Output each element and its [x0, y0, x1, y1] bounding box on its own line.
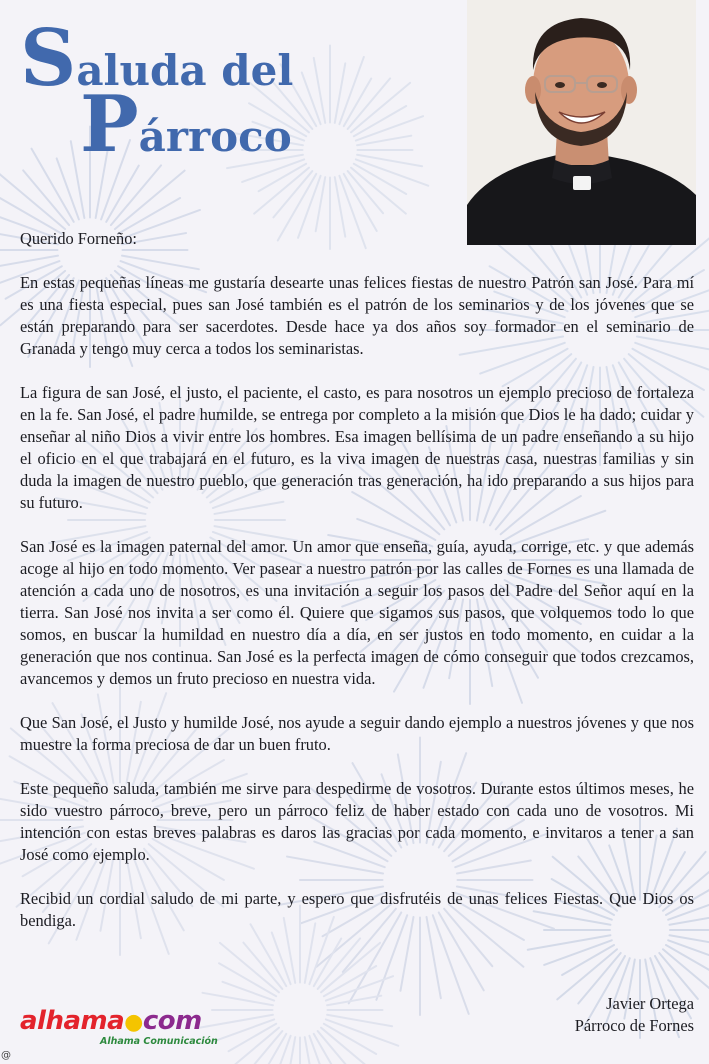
letter-body [20, 228, 694, 954]
title-initial-s: S [20, 13, 77, 104]
firework-ray [286, 1037, 296, 1064]
logo-ball-icon: ● [124, 1010, 143, 1035]
firework-ray [318, 1031, 353, 1064]
firework-ray [327, 1015, 392, 1026]
firework-ray [273, 171, 312, 217]
alhama-logo[interactable] [20, 1008, 218, 1047]
corner-at-mark: @ [1, 1050, 11, 1061]
priest-portrait-icon [467, 0, 696, 245]
firework-ray [314, 58, 325, 123]
firework-ray [23, 170, 69, 225]
title-initial-p: P [80, 79, 139, 170]
priest-photo [467, 0, 696, 245]
firework-ray [203, 993, 273, 1005]
signature-name: Javier Ortega [606, 994, 694, 1013]
logo-text-com: com [142, 1006, 202, 1036]
signature [575, 993, 694, 1037]
page-title [20, 13, 294, 170]
logo-tagline: Alhama Comunicación [100, 1036, 218, 1047]
letter-paragraph: En estas pequeñas líneas me gustaría desearte unas felices fiestas de nuestro Patrón san José. Para mí es una fiesta especial, pues san José también es el patrón de los seminarios y de los jóvenes que se están preparando para ser sacerdotes. Desde hace ya dos años soy formador en el seminario de Granada y tengo muy cerca a todos los seminaristas. [20, 273, 694, 358]
title-line2-text: árroco [138, 112, 292, 161]
letter-paragraph: Que San José, el Justo y humilde José, nos ayude a seguir dando ejemplo a nuestros jóvenes y que nos muestre la forma preciosa de dar un buen fruto. [20, 713, 694, 754]
firework-ray [357, 155, 422, 166]
title-line1-text: aluda del [76, 46, 294, 95]
letter-paragraph: Recibid un cordial saludo de mi parte, y espero que disfrutéis de unas felices Fiestas. Que Dios os bendiga. [20, 889, 694, 930]
logo-text-alhama: alhama [20, 1006, 125, 1036]
signature-role: Párroco de Fornes [574, 1016, 694, 1035]
firework-ray [243, 1031, 282, 1064]
letter-paragraph: La figura de san José, el justo, el paciente, el casto, es para nosotros un ejemplo precioso de fortaleza en la fe. San José, el padre humilde, se entrega por completo a la misión que Dios le ha dado; cuidar y enseñar al niño Dios a vivir entre los hombres. Esa imagen bellísima de un padre enseñando a su hijo el oficio en el que trabajará en el futuro, es la viva imagen de nuestras casa, nuestras familias y sin duda la imagen de nuestro pueblo, que generación tras generación, ha ido preparando a sus hijos para su futuro. [20, 383, 694, 512]
letter-paragraph: San José es la imagen paternal del amor. Un amor que enseña, guía, ayuda, corrige, etc. y que además acoge al hijo en todo momento. Ver pasear a nuestro patrón por las calles de Fornes es una llamada de atención a cada uno de nosotros, es una invitación a seguir los pasos del Padre del Señor aquí en la tierra. San José nos invita a ser como él. Quiere que sigamos sus pasos, que volquemos todo lo que somos, en buscar la humildad en nuestro día a día, en ser justos en todo momento, en cuidar a la generación que nos continua. San José es la perfecta imagen de cómo conseguir que todos crezcamos, avancemos y demos un fruto precioso en nuestra vida. [20, 537, 694, 688]
letter-greeting: Querido Forneño: [20, 229, 137, 248]
letter-paragraph: Este pequeño saluda, también me sirve para despedirme de vosotros. Durante estos últimos meses, he sido vuestro párroco, breve, pero un párroco feliz de haber estado con cada uno de vosotros. Mi intención con estas breves palabras es daros las gracias por cada momento, e invitaros a tener a san José como ejemplo. [20, 779, 694, 864]
